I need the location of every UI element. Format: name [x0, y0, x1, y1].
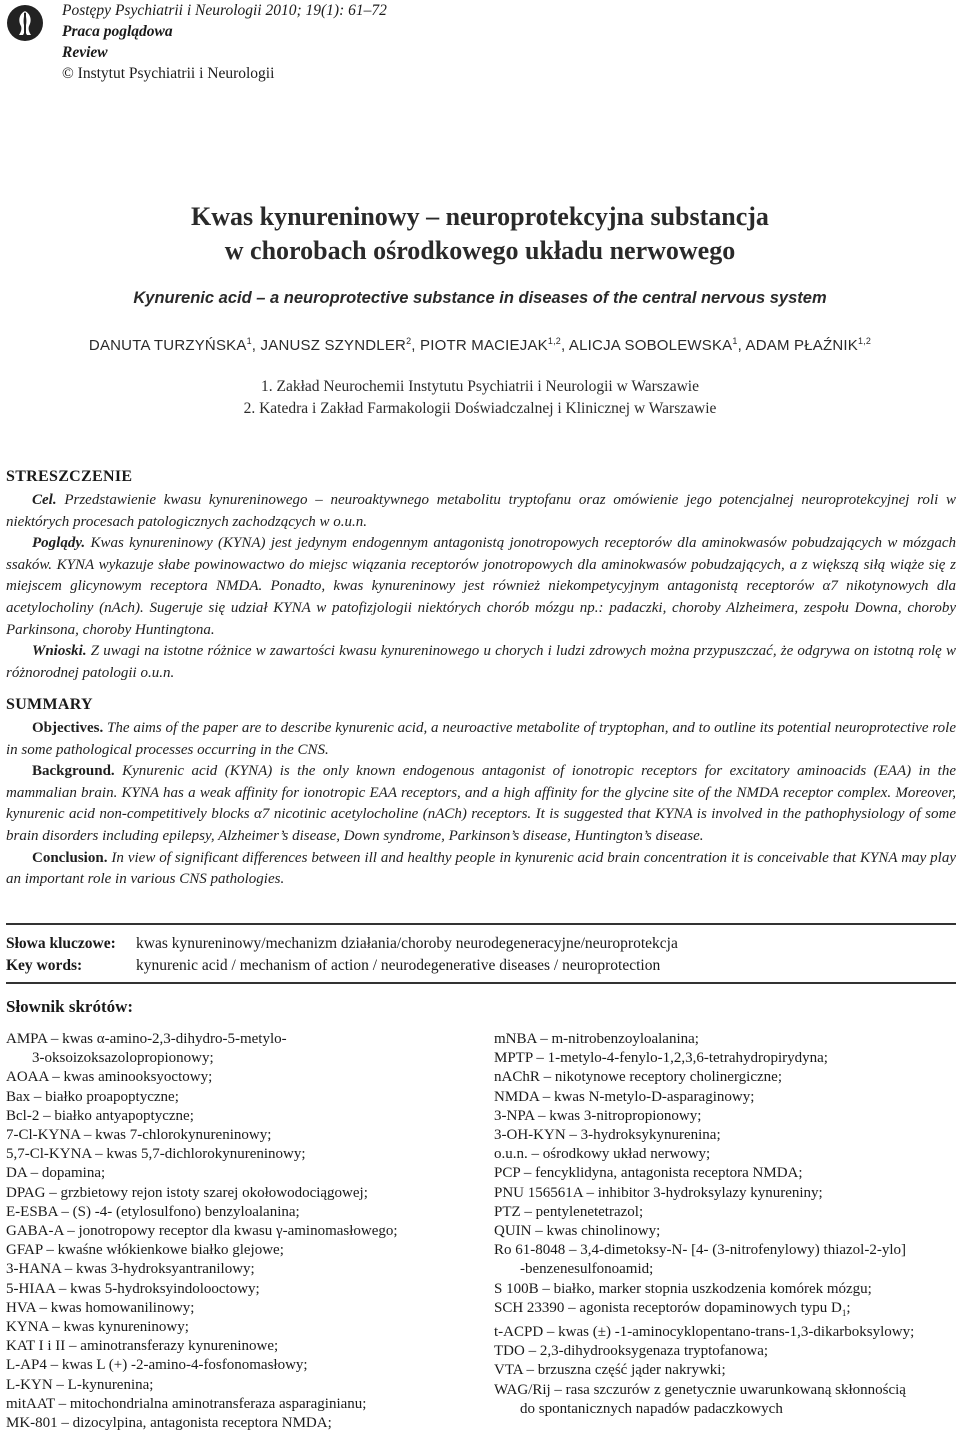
abbr-item: 5-HIAA – kwas 5-hydroksyindolooctowy; [6, 1280, 260, 1297]
article-title [0, 200, 960, 268]
abbr-item: DA – dopamina; [6, 1165, 106, 1182]
abbreviations-right-column [494, 1030, 914, 1419]
abbr-item: t-ACPD – kwas (±) -1-aminocyklopentano-trans-1,3-dikarboksylowy; [494, 1324, 915, 1341]
abbr-item: HVA – kwas homowanilinowy; [6, 1299, 195, 1316]
abbr-item: MK-801 – dizocylpina, antagonista receptora NMDA; [6, 1415, 332, 1432]
abbr-item: Ro 61-8048 – 3,4-dimetoksy-N- [4- (3-nitrofenylowy) thiazol-2-ylo] [494, 1242, 906, 1259]
abbr-item: o.u.n. – ośrodkowy układ nerwowy; [494, 1146, 711, 1163]
abbr-item: mitAAT – mitochondrialna aminotransferaza asparaginianu; [6, 1395, 367, 1412]
abbr-item: Bcl-2 – białko antyapoptyczne; [6, 1107, 194, 1124]
abbr-item: TDO – 2,3-dihydrooksygenaza tryptofanowa; [494, 1343, 769, 1360]
streszczenie-heading: STRESZCZENIE [6, 468, 133, 485]
abbr-item: GABA-A – jonotropowy receptor dla kwasu γ-aminomasłowego; [6, 1223, 398, 1240]
abbr-item: AOAA – kwas aminooksyoctowy; [6, 1069, 213, 1086]
abbr-item: VTA – brzuszna część jąder nakrywki; [494, 1362, 726, 1379]
abbreviations-title: Słownik skrótów: [6, 997, 134, 1016]
summary-objectives: Objectives. The aims of the paper are to describe kynurenic acid, a neuroactive metabolite of tryptophan, and to outline its potential neuroprotective role in some pathological processes occurring in the CNS. [6, 720, 956, 758]
article-type-en: Review [62, 44, 108, 61]
abbr-item: mNBA – m-nitrobenzoyloalanina; [494, 1031, 699, 1047]
streszczenie-cel: Cel. Przedstawienie kwasu kynureninowego – neuroaktywnego metabolitu tryptofanu oraz omówienie jego potencjalnej neuroprotekcyjnej roli w niektórych procesach patologicznych zachodzących w o.u.n. [6, 492, 956, 530]
title-line-2: w chorobach ośrodkowego układu nerwowego [224, 236, 736, 265]
abbr-item: WAG/Rij – rasa szczurów z genetycznie uwarunkowaną skłonnością [494, 1381, 906, 1398]
abbr-item: 5,7-Cl-KYNA – kwas 5,7-dichlorokynureninowy; [6, 1146, 306, 1163]
abbr-item: 7-Cl-KYNA – kwas 7-chlorokynureninowy; [6, 1127, 272, 1144]
abbr-item: KAT I i II – aminotransferazy kynureninowe; [6, 1338, 279, 1355]
abbr-item: 3-HANA – kwas 3-hydroksyantranilowy; [6, 1261, 255, 1278]
abbr-item: -benzenesulfonoamid; [520, 1261, 654, 1278]
article-type-pl: Praca poglądowa [62, 23, 173, 40]
article-subtitle-en: Kynurenic acid – a neuroprotective substance in diseases of the central nervous system [133, 289, 827, 307]
journal-citation: Postępy Psychiatrii i Neurologii 2010; 19(1): 61–72 [62, 2, 387, 19]
streszczenie-wnioski: Wnioski. Z uwagi na istotne różnice w zawartości kwasu kynureninowego u chorych i ludzi zdrowych można przypuszczać, że odgrywa on istotną rolę w różnorodnej patologii o.u.n. [6, 643, 956, 681]
author: JANUSZ SZYNDLER$^2$, [260, 336, 421, 354]
affiliation-1: 1. Zakład Neurochemii Instytutu Psychiatrii i Neurologii w Warszawie [261, 378, 699, 395]
keywords-rule-top [6, 923, 956, 925]
author: ALICJA SOBOLEWSKA$^1$, [568, 336, 746, 354]
abbr-item: KYNA – kwas kynureninowy; [6, 1319, 189, 1336]
abbr-item: E-ESBA – (S) -4- (etylosulfono) benzyloalanina; [6, 1203, 300, 1220]
keywords-pl: Słowa kluczowe: kwas kynureninowy/mechanizm działania/choroby neurodegeneracyjne/neuroprotekcja [6, 935, 678, 952]
abbr-item: L-KYN – L-kynurenina; [6, 1376, 154, 1393]
author: PIOTR MACIEJAK$^{1,2}$, [420, 336, 569, 354]
copyright: © Instytut Psychiatrii i Neurologii [62, 65, 275, 82]
summary-heading: SUMMARY [6, 696, 93, 713]
abbr-item: MPTP – 1-metylo-4-fenylo-1,2,3,6-tetrahydropirydyna; [494, 1050, 828, 1067]
keywords-rule-bottom [6, 982, 956, 984]
author: DANUTA TURZYŃSKA$^1$, [88, 336, 261, 354]
abbr-item: SCH 23390 – agonista receptorów dopaminowych typu $D_1$; [494, 1299, 851, 1318]
abbr-item: GFAP – kwaśne włókienkowe białko glejowe; [6, 1242, 284, 1259]
abbr-item: DPAG – grzbietowy rejon istoty szarej okołowodociągowej; [6, 1184, 368, 1201]
abbr-item: Bax – białko proapoptyczne; [6, 1088, 179, 1105]
abbr-item: 3-oksoizoksazolopropionowy; [32, 1050, 214, 1067]
summary-background: Background. Kynurenic acid (KYNA) is the only known endogenous antagonist of ionotropic receptors for excitatory aminoacids (EAA) in the mammalian brain. KYNA has a weak affinity for ionotropic EAA receptors, and a high affinity for the glycine site of the NMDA receptor complex. Moreover, kynurenic acid non-competitively blocks α7 nicotinic acetylocholine (nACh) receptors. It is suggested that KYNA is involved in the pathophysiology of some brain disorders including epilepsy, Alzheimer’s disease, Down syndrome, Parkinson’s disease, Huntington’s disease. [6, 763, 956, 844]
summary-body [6, 718, 956, 891]
author-list [0, 336, 960, 354]
abbr-item: AMPA – kwas α-amino-2,3-dihydro-5-metylo- [6, 1031, 287, 1047]
abbr-item: nAChR – nikotynowe receptory cholinergiczne; [494, 1069, 782, 1086]
abbr-item: PNU 156561A – inhibitor 3-hydroksylazy kynureniny; [494, 1184, 823, 1201]
abbr-item: QUIN – kwas chinolinowy; [494, 1223, 661, 1240]
abbreviations-left-column [6, 1030, 398, 1433]
abbr-item: 3-OH-KYN – 3-hydroksykynurenina; [494, 1127, 721, 1144]
abbr-item: do spontanicznych napadów padaczkowych [520, 1400, 783, 1417]
abbr-item: PCP – fencyklidyna, antagonista receptora NMDA; [494, 1165, 803, 1182]
affiliation-2: 2. Katedra i Zakład Farmakologii Doświadczalnej i Klinicznej w Warszawie [243, 400, 717, 417]
abbr-item: NMDA – kwas N-metylo-D-asparaginowy; [494, 1088, 755, 1105]
title-line-1: Kwas kynureninowy – neuroprotekcyjna substancja [191, 202, 769, 231]
journal-header [62, 0, 387, 84]
abbr-item: L-AP4 – kwas L (+) -2-amino-4-fosfonomasłowy; [6, 1357, 308, 1374]
abbr-item: 3-NPA – kwas 3-nitropropionowy; [494, 1107, 702, 1124]
abbr-item: PTZ – pentylenetetrazol; [494, 1203, 644, 1220]
summary-conclusion: Conclusion. In view of significant differences between ill and healthy people in kynurenic acid brain concentration it is conceivable that KYNA may play an important role in various CNS pathologies. [6, 849, 956, 888]
author: ADAM PŁAŹNIK$^{1,2}$ [745, 336, 872, 354]
streszczenie-body [6, 490, 956, 684]
abbr-item: S 100B – białko, marker stopnia uszkodzenia komórek mózgu; [494, 1280, 872, 1297]
streszczenie-poglady: Poglądy. Kwas kynureninowy (KYNA) jest jedynym endogennym antagonistą jonotropowych receptorów dla aminokwasów pobudzających w mózgach ssaków. KYNA wykazuje słabe powinowactwo do miejsc wiązania receptorów jonotropowych dla aminokwasów pobudzających, a z większą siłą wiąże się z miejscem glicynowym receptora NMDA. Ponadto, kwas kynureninowy jest również niekompetycyjnym antagonistą receptorów α7 nikotynowych dla acetylocholiny (nAch). Sugeruje się udział KYNA w patofizjologii niektórych chorób mózgu np.: padaczki, choroby Alzheimera, zespołu Downa, choroby Parkinsona, choroby Huntingtona. [6, 535, 956, 638]
institute-logo-icon [6, 4, 44, 42]
keywords-en: Key words: kynurenic acid / mechanism of action / neurodegenerative diseases / neuroprotection [6, 957, 661, 974]
